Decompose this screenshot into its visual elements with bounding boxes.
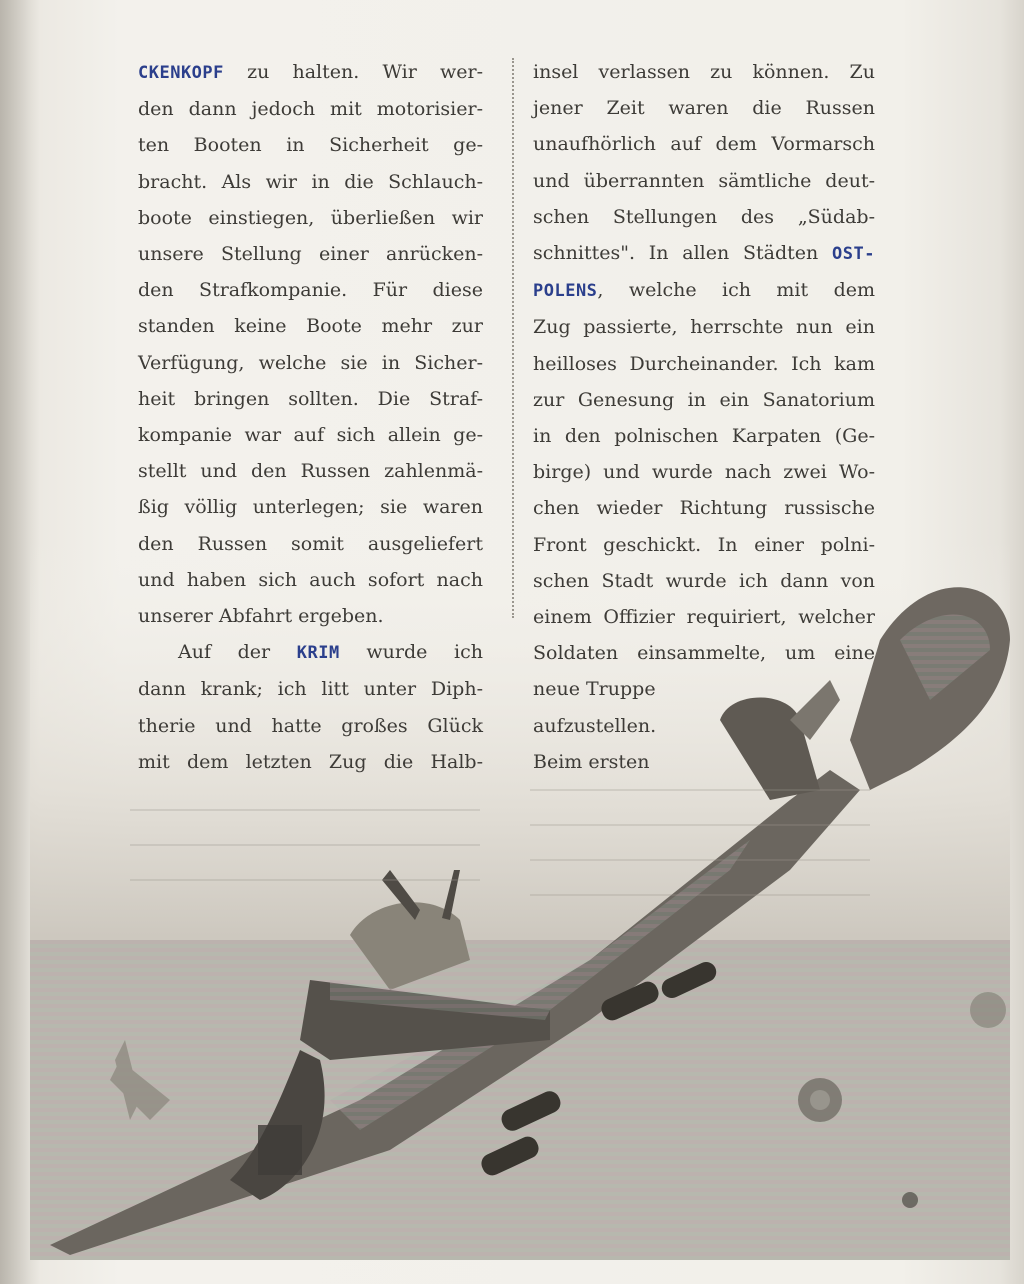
- keyword-link: OST-: [832, 244, 875, 265]
- text-line: dann krank; ich litt unter Diph-: [138, 678, 483, 701]
- right-text-column: [533, 54, 875, 780]
- text-line: in den polnischen Karpaten (Ge-: [533, 425, 875, 448]
- text-span: schnittes". In allen Städten: [533, 242, 833, 265]
- text-span: wurde ich: [339, 641, 483, 664]
- keyword-link: CKENKOPF: [138, 63, 224, 83]
- text-line: jener Zeit waren die Russen: [533, 97, 875, 120]
- text-line: [533, 272, 875, 309]
- text-line: aufzustellen.: [533, 714, 657, 737]
- text-line: ten Booten in Sicherheit ge-: [138, 134, 483, 157]
- text-line: [138, 54, 483, 91]
- keyword-link: KRIM: [296, 643, 340, 664]
- text-line: heilloses Durcheinander. Ich kam: [533, 352, 875, 375]
- text-line: unsere Stellung einer anrücken-: [138, 243, 483, 266]
- column-divider: [512, 58, 514, 618]
- text-line: Verfügung, welche sie in Sicher-: [138, 351, 483, 374]
- text-line: den Strafkompanie. Für diese: [138, 279, 483, 302]
- text-line: ßig völlig unterlegen; sie waren: [138, 496, 483, 519]
- text-line: neue Truppe: [533, 678, 656, 701]
- text-line: unserer Abfahrt ergeben.: [138, 605, 384, 628]
- text-line: zur Genesung in ein Sanatorium: [533, 388, 875, 411]
- text-line: und haben sich auch sofort nach: [138, 568, 483, 591]
- text-line: [533, 235, 875, 272]
- text-span: zu halten. Wir wer-: [223, 61, 483, 83]
- text-line: chen wieder Richtung russische: [533, 497, 875, 520]
- text-line: den dann jedoch mit motorisier-: [138, 98, 483, 121]
- text-line: den Russen somit ausgeliefert: [138, 532, 483, 555]
- text-line: stellt und den Russen zahlenmä-: [138, 460, 483, 483]
- text-line: boote einstiegen, überließen wir: [138, 206, 483, 229]
- text-line: schen Stellungen des „Südab-: [533, 205, 875, 228]
- left-paragraph-2: [138, 634, 483, 780]
- text-line: bracht. Als wir in die Schlauch-: [138, 170, 483, 193]
- text-span: , welche ich mit dem: [597, 279, 875, 302]
- text-line: heit bringen sollten. Die Straf-: [138, 387, 483, 410]
- text-line: mit dem letzten Zug die Halb-: [138, 750, 483, 773]
- text-line: therie und hatte großes Glück: [138, 714, 483, 737]
- text-line: kompanie war auf sich allein ge-: [138, 424, 483, 447]
- text-line: [138, 634, 483, 671]
- text-line: Front geschickt. In einer polni-: [533, 533, 875, 556]
- text-line: Soldaten einsammelte, um eine: [533, 642, 875, 665]
- left-paragraph-1: [138, 54, 483, 634]
- text-line: und überrannten sämtliche deut-: [533, 169, 875, 192]
- left-text-column: [138, 54, 483, 780]
- text-line: Beim ersten: [533, 750, 650, 773]
- text-line: unaufhörlich auf dem Vormarsch: [533, 133, 875, 156]
- right-paragraph: [533, 54, 875, 780]
- text-line: insel verlassen zu können. Zu: [533, 61, 875, 83]
- text-line: birge) und wurde nach zwei Wo-: [533, 461, 875, 484]
- text-line: standen keine Boote mehr zur: [138, 315, 483, 338]
- text-line: schen Stadt wurde ich dann von: [533, 569, 875, 592]
- keyword-link: POLENS: [533, 281, 598, 302]
- text-line: Zug passierte, herrschte nun ein: [533, 316, 875, 339]
- text-line: einem Offizier requiriert, welcher: [533, 606, 875, 629]
- text-span: Auf der: [178, 641, 297, 664]
